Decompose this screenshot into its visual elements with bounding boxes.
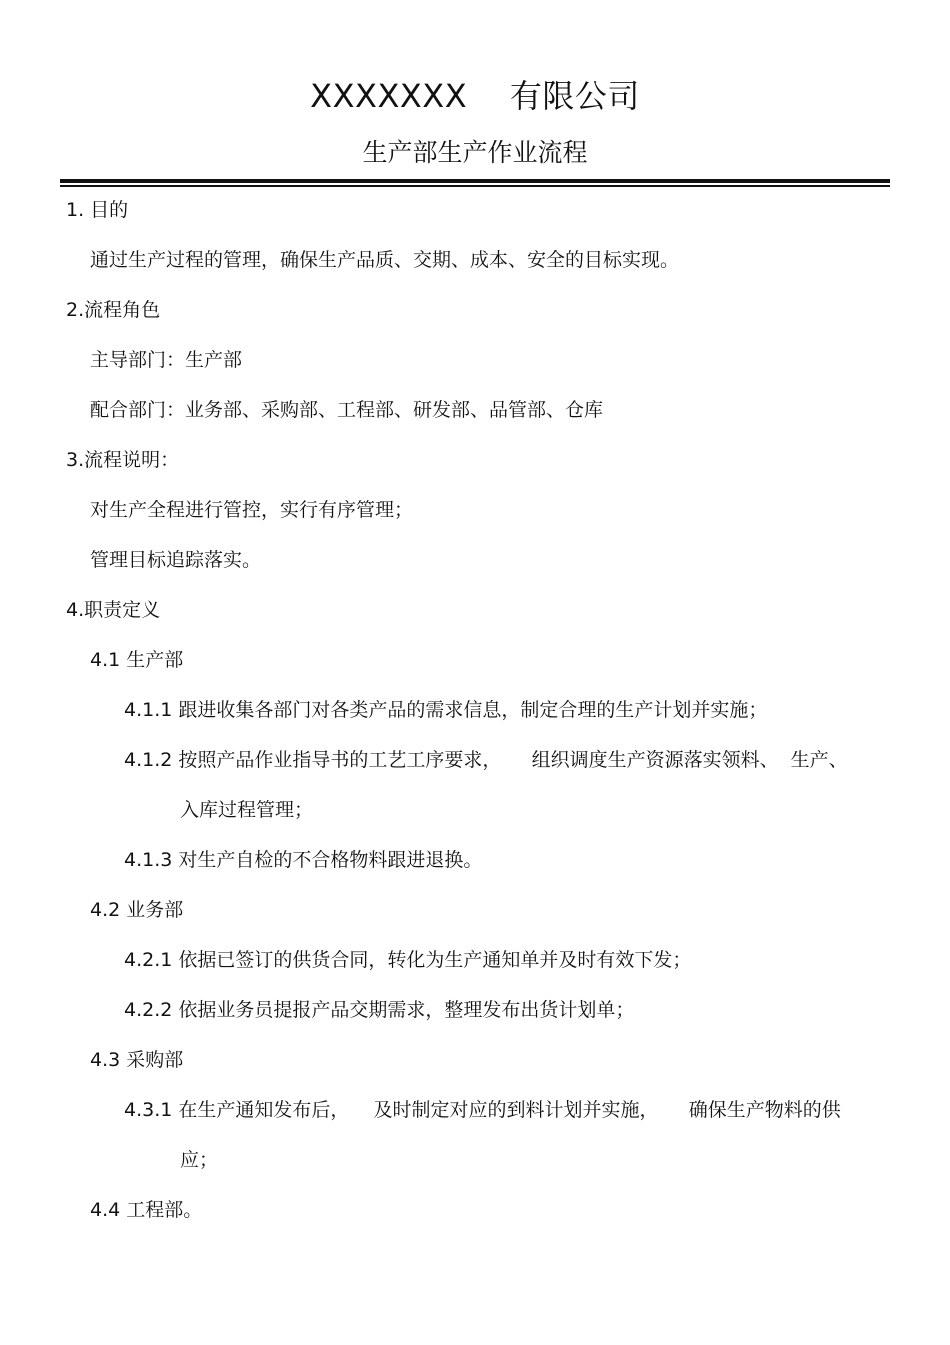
item-4-1-2: 4.1.2 按照产品作业指导书的工艺工序要求， 组织调度生产资源落实领料、 生产、	[124, 749, 848, 771]
section-4-3-heading: 4.3 采购部	[90, 1049, 184, 1071]
item-4-1-1: 4.1.1 跟进收集各部门对各类产品的需求信息，制定合理的生产计划并实施；	[124, 699, 768, 721]
section-3-heading: 3.流程说明：	[66, 449, 180, 471]
support-departments: 配合部门：业务部、采购部、工程部、研发部、品管部、仓库	[90, 399, 604, 421]
section-3-line-1: 对生产全程进行管控，实行有序管理；	[90, 499, 414, 521]
item-4-1-3: 4.1.3 对生产自检的不合格物料跟进退换。	[124, 849, 483, 871]
item-4-3-1: 4.3.1 在生产通知发布后， 及时制定对应的到料计划并实施， 确保生产物料的供	[124, 1099, 841, 1121]
company-title: XXXXXXX 有限公司	[310, 77, 640, 115]
item-4-2-1: 4.2.1 依据已签订的供货合同，转化为生产通知单并及时有效下发；	[124, 949, 692, 971]
section-3-line-2: 管理目标追踪落实。	[90, 549, 262, 571]
section-4-1-heading: 4.1 生产部	[90, 649, 184, 671]
section-1-heading: 1. 目的	[66, 199, 129, 221]
item-4-3-1-continued: 应；	[180, 1149, 219, 1171]
section-1-text: 通过生产过程的管理，确保生产品质、交期、成本、安全的目标实现。	[90, 249, 680, 271]
header-rule-thick	[60, 179, 890, 183]
item-4-2-2: 4.2.2 依据业务员提报产品交期需求，整理发布出货计划单；	[124, 999, 635, 1021]
document-subtitle: 生产部生产作业流程	[362, 138, 588, 167]
section-4-2-heading: 4.2 业务部	[90, 899, 184, 921]
section-4-4-heading: 4.4 工程部。	[90, 1199, 203, 1221]
section-4-heading: 4.职责定义	[66, 599, 161, 621]
lead-department: 主导部门：生产部	[90, 349, 243, 371]
item-4-1-2-continued: 入库过程管理；	[180, 799, 314, 821]
header-rule-thin	[60, 185, 890, 187]
section-2-heading: 2.流程角色	[66, 299, 161, 321]
